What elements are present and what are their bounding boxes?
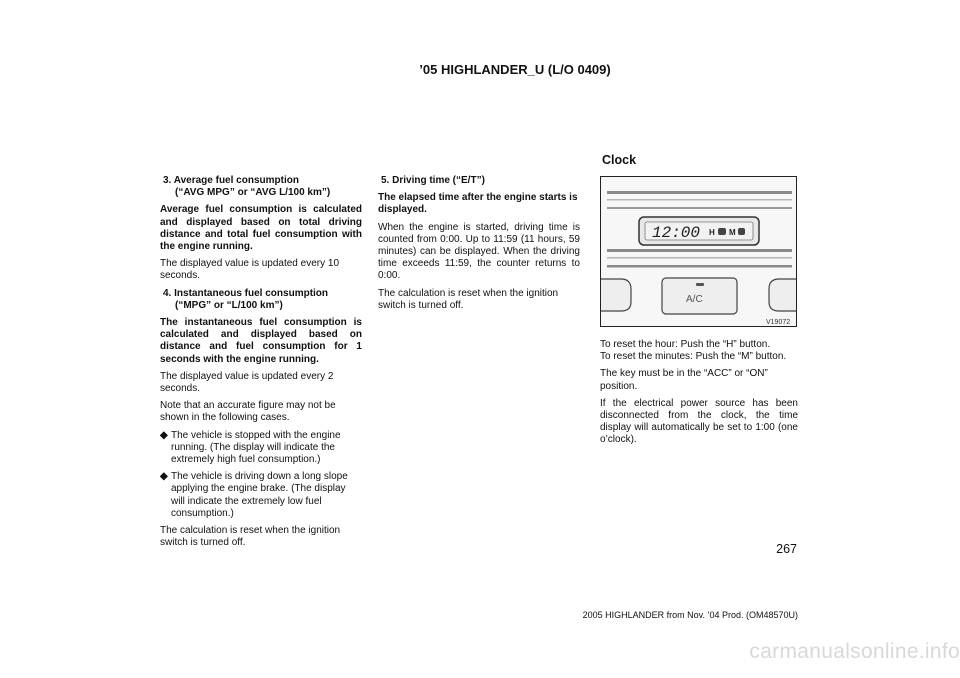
section-4-summary: The instantaneous fuel consumption is calculated and displayed based on distance and fuel consumption for 1 seconds with the engine running. bbox=[160, 317, 362, 365]
clock-time-readout: 12:00 bbox=[652, 224, 701, 242]
reset-text: The calculation is reset when the ignition switch is turned off. bbox=[378, 287, 559, 311]
ac-button-label: A/C bbox=[686, 294, 703, 305]
left-column bbox=[160, 175, 362, 554]
section-5-heading: 5. Driving time (“E/T”) bbox=[381, 175, 485, 186]
section-3-text: The displayed value is updated every 10 seconds. bbox=[160, 258, 340, 282]
note-text: Note that an accurate figure may not be shown in the following cases. bbox=[160, 400, 336, 424]
figure-code: V19072 bbox=[766, 319, 791, 326]
document-header: ’05 HIGHLANDER_U (L/O 0409) bbox=[419, 62, 611, 77]
clock-figure bbox=[600, 176, 797, 327]
bullet-icon: ◆ bbox=[160, 429, 168, 441]
section-5-summary: The elapsed time after the engine starts is displayed. bbox=[378, 192, 578, 216]
section-3-summary: Average fuel consumption is calculated and displayed based on total driving distance and total fuel consumption with the engine running. bbox=[160, 204, 362, 253]
bullet-item: ◆ The vehicle is driving down a long slope applying the engine brake. (The display will indicate the extremely low fuel consumption.) bbox=[160, 471, 348, 519]
section-4-heading: 4. Instantaneous fuel consumption (“MPG” or “L/100 km”) bbox=[163, 287, 329, 311]
power-note-text: If the electrical power source has been disconnected from the clock, the time display will automatically be set to 1:00 (one o’clock). bbox=[600, 397, 798, 446]
bullet-icon: ◆ bbox=[160, 471, 168, 483]
section-4-text: The displayed value is updated every 2 seconds. bbox=[160, 370, 334, 395]
reset-text: The calculation is reset when the ignition switch is turned off. bbox=[160, 525, 341, 549]
clock-title: Clock bbox=[602, 153, 637, 167]
middle-column bbox=[378, 175, 580, 317]
watermark: carmanualsonline.info bbox=[749, 640, 960, 663]
reset-hour-text: To reset the hour: Push the “H” button. bbox=[600, 339, 771, 350]
clock-text bbox=[600, 339, 798, 452]
clock-illustration bbox=[601, 177, 797, 327]
bullet-item: ◆ The vehicle is stopped with the engine running. (The display will indicate the extremely high fuel consumption.) bbox=[160, 429, 341, 466]
reset-minutes-text: To reset the minutes: Push the “M” button. bbox=[600, 351, 787, 363]
section-3-heading: 3. Average fuel consumption (“AVG MPG” or “AVG L/100 km”) bbox=[163, 175, 331, 199]
footer-text: 2005 HIGHLANDER from Nov. ’04 Prod. (OM48570U) bbox=[582, 610, 798, 620]
key-position-text: The key must be in the “ACC” or “ON” position. bbox=[600, 368, 768, 392]
minute-button-label: M bbox=[729, 228, 736, 237]
page-number: 267 bbox=[776, 542, 797, 556]
section-5-text: When the engine is started, driving time is counted from 0:00. Up to 11:59 (11 hours, 59 minutes) can be displayed. When the driving time exceeds 11:59, the counter returns to 0:00. bbox=[378, 221, 580, 282]
hour-button-label: H bbox=[709, 228, 715, 237]
